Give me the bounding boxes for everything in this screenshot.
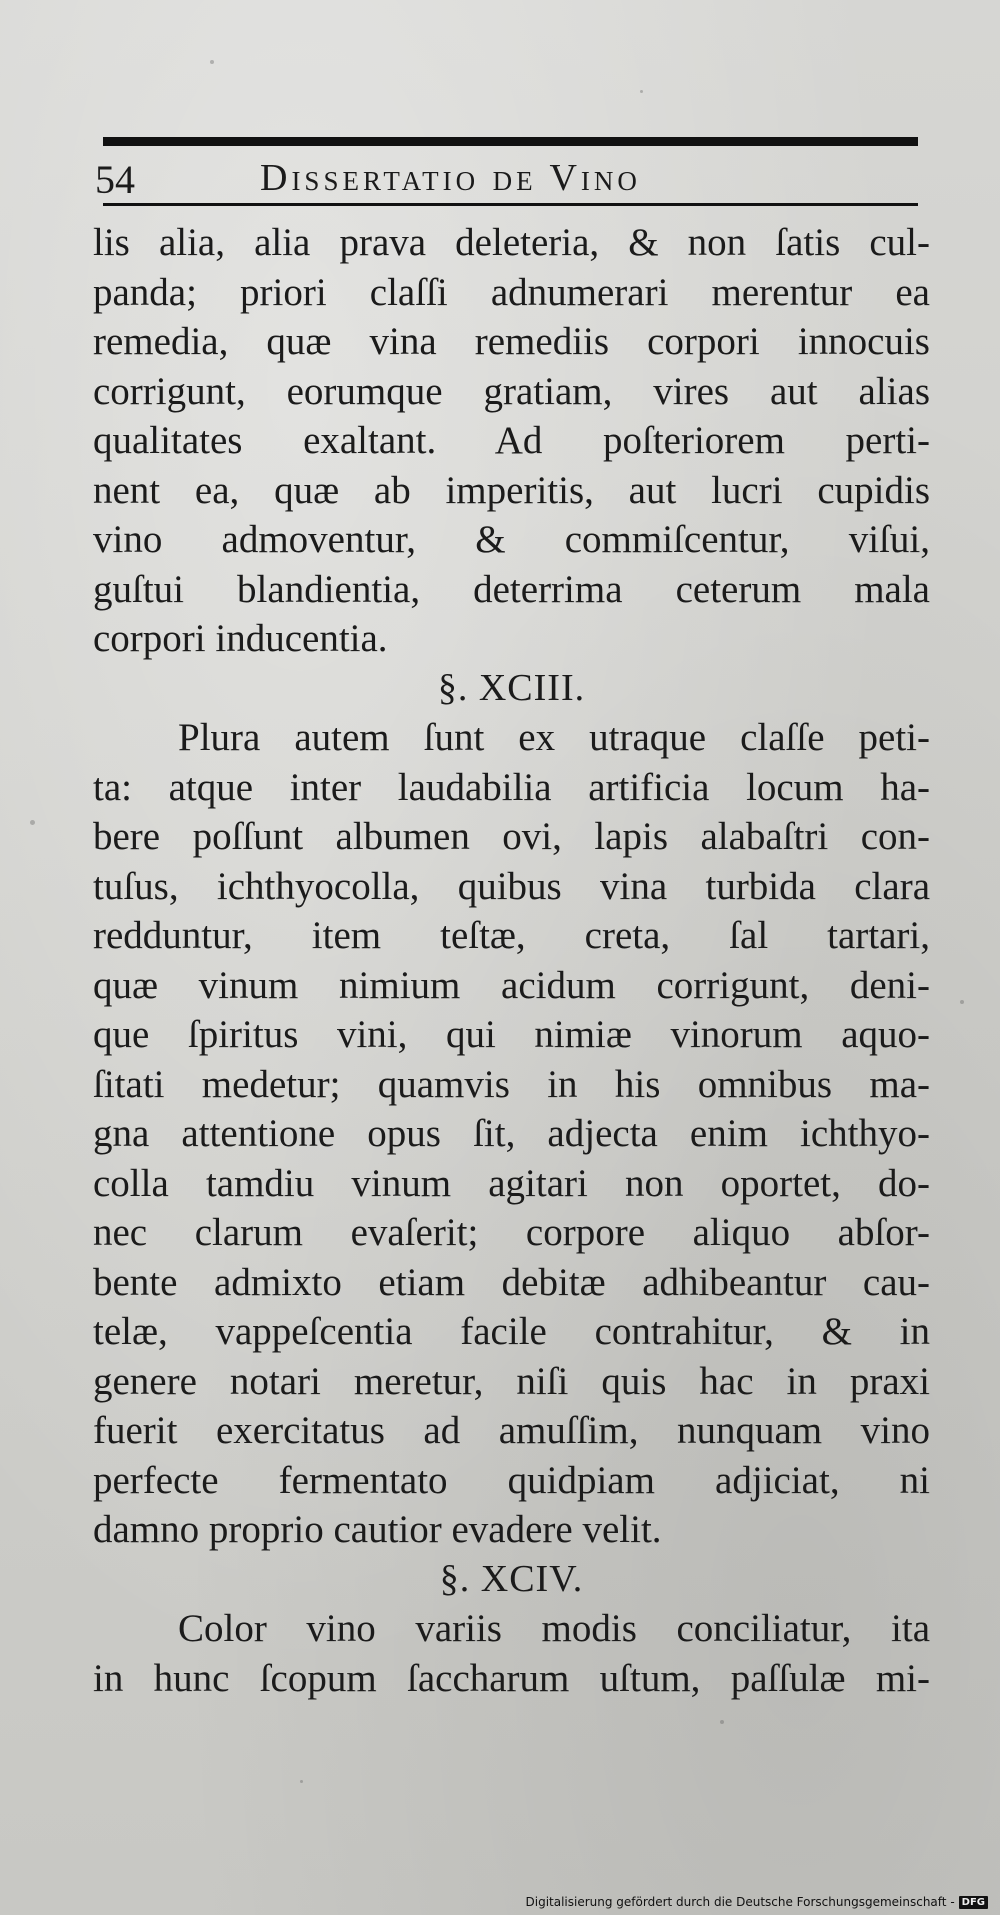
text-line: corrigunt, eorumque gratiam, vires aut alias bbox=[93, 369, 930, 413]
text-line: in hunc ſcopum ſaccharum uſtum, paſſulæ mi- bbox=[93, 1656, 930, 1700]
text-line: que ſpiritus vini, qui nimiæ vinorum aquo- bbox=[93, 1013, 930, 1056]
text-line: tuſus, ichthyocolla, quibus vina turbida clara bbox=[93, 864, 930, 908]
text-line: qualitates exaltant. Ad poſteriorem perti- bbox=[93, 419, 930, 462]
text-line: colla tamdiu vinum agitari non oportet, do- bbox=[93, 1161, 930, 1205]
text-line: lis alia, alia prava deleteria, & non ſatis cul- bbox=[93, 221, 930, 264]
text-line: nec clarum evaſerit; corpore aliquo abſor- bbox=[93, 1211, 930, 1254]
dfg-logo: DFG bbox=[959, 1896, 988, 1909]
section-heading: §. XCIV. bbox=[439, 1557, 584, 1600]
paper-speck bbox=[30, 820, 35, 825]
text-line: fuerit exercitatus ad amuſſim, nunquam vino bbox=[93, 1409, 930, 1452]
paper-speck bbox=[640, 90, 643, 93]
running-head-title: Dissertatio de Vino bbox=[260, 157, 641, 199]
section-heading: §. XCIII. bbox=[437, 666, 586, 709]
text-line: quæ vinum nimium acidum corrigunt, deni- bbox=[93, 963, 930, 1007]
paper-speck bbox=[300, 1780, 303, 1783]
paper-speck bbox=[960, 1000, 964, 1004]
text-line: bente admixto etiam debitæ adhibeantur cau- bbox=[93, 1260, 930, 1304]
text-line: corpori inducentia. bbox=[93, 617, 388, 660]
text-line: vino admoventur, & commiſcentur, viſui, bbox=[93, 518, 930, 561]
text-line: ta: atque inter laudabilia artificia locum ha- bbox=[93, 765, 930, 809]
text-line: redduntur, item teſtæ, creta, ſal tartari, bbox=[93, 914, 930, 957]
header-rule-thick bbox=[103, 137, 918, 146]
text-line: Plura autem ſunt ex utraque claſſe peti- bbox=[178, 716, 930, 759]
credit-text: Digitalisierung gefördert durch die Deutsche Forschungsgemeinschaft - bbox=[525, 1895, 955, 1909]
text-line: nent ea, quæ ab imperitis, aut lucri cupidis bbox=[93, 468, 930, 512]
digitization-credit bbox=[526, 1895, 989, 1909]
text-line: perfecte fermentato quidpiam adjiciat, ni bbox=[93, 1458, 930, 1502]
text-line: remedia, quæ vina remediis corpori innocuis bbox=[93, 320, 930, 363]
text-line: Color vino variis modis conciliatur, ita bbox=[178, 1607, 930, 1650]
text-line: damno proprio cautior evadere velit. bbox=[93, 1508, 662, 1551]
text-line: bere poſſunt albumen ovi, lapis alabaſtri con- bbox=[93, 815, 930, 858]
page-number: 54 bbox=[95, 157, 135, 202]
running-head bbox=[95, 150, 925, 202]
text-line: guſtui blandientia, deterrima ceterum mala bbox=[93, 567, 930, 611]
body-text bbox=[93, 218, 930, 1703]
text-line: genere notari meretur, niſi quis hac in praxi bbox=[93, 1359, 930, 1403]
text-line: panda; priori claſſi adnumerari merentur ea bbox=[93, 270, 930, 314]
header-rule-thin bbox=[103, 203, 918, 206]
paper-speck bbox=[720, 1720, 724, 1724]
text-line: telæ, vappeſcentia facile contrahitur, & in bbox=[93, 1310, 930, 1353]
text-line: gna attentione opus ſit, adjecta enim ichthyo- bbox=[93, 1112, 930, 1155]
text-line: ſitati medetur; quamvis in his omnibus ma- bbox=[93, 1062, 930, 1106]
paper-speck bbox=[210, 60, 214, 64]
